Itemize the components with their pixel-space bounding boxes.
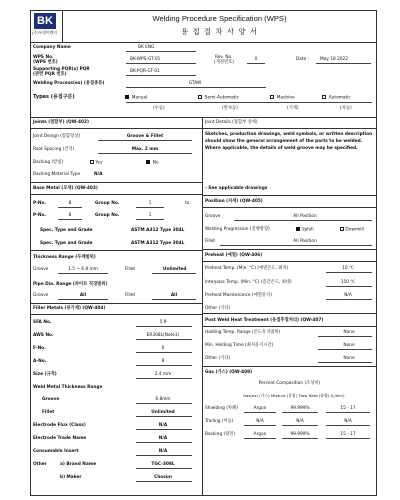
filler-heading: Filler Metals (용가재) (QW-404)	[33, 306, 106, 311]
maker-label: b) Maker	[60, 475, 82, 480]
pqr-value: BK-PQR-GT-01	[130, 69, 160, 74]
joint-details-text: Sketches, production drawings, weld symbols, or written description should show the general arrangement of the parts to be welded. Where applicable, the details of weld groove may be specified.	[205, 132, 373, 152]
rev-number-label-kr: (개정번호)	[214, 60, 234, 65]
progression-label: Welding Progression (진행방향)	[205, 227, 270, 232]
gas-table-subheader: Gas(es) (가스) Mixture (혼합) Flow Rate (유량) (L/min)	[243, 393, 345, 398]
shielding-label: Shielding (차폐)	[205, 406, 238, 411]
position-groove-label: Groove	[205, 214, 221, 219]
position-heading: Position (자세) (QW-405)	[205, 199, 263, 204]
base-metal-heading: Base Metal (모재) (QW-403)	[33, 186, 98, 191]
pqr-label-kr: (관련 PQR 번호)	[33, 72, 67, 77]
wps-number-label: WPS No.	[33, 55, 54, 60]
joints-heading: Joints (접합부) (QW-402)	[33, 120, 89, 125]
progression-downhill[interactable]: Downhill	[340, 227, 364, 233]
spec-value-1: ASTM A312 Type 304L	[131, 228, 185, 233]
backing-gas: Argon	[253, 432, 267, 437]
ano-label: A-No.	[33, 359, 47, 364]
fillet-thickness-label: Fillet	[125, 267, 136, 272]
pipe-groove-label: Groove	[33, 293, 49, 298]
preheat-min-value: 10 ℃	[342, 266, 354, 271]
backing-no[interactable]: No	[146, 160, 159, 166]
wm-fillet-label: Fillet	[42, 410, 55, 415]
pipe-groove-value: All	[79, 293, 87, 298]
welding-process-value: GTAW	[188, 81, 202, 86]
pno-label-1: P-No.	[33, 201, 47, 206]
trailing-flow: N/A	[344, 419, 352, 424]
pno-label-2: P-No.	[33, 213, 47, 218]
document-title-korean: 용 접 절 차 사 양 서	[180, 27, 259, 36]
document-title: Welding Procedure Specification (WPS)	[152, 14, 287, 23]
type-machine[interactable]: Machine	[270, 95, 295, 101]
shielding-mix: 99.999%	[290, 406, 310, 411]
date-label: Date :	[296, 57, 310, 62]
wm-groove-value: 6.8mm	[155, 397, 171, 402]
shielding-gas: Argon	[253, 406, 267, 411]
group-label-2: Group No.	[95, 213, 120, 218]
group-value-2: 1	[148, 213, 152, 218]
trailing-label: Trailing (이동)	[205, 419, 234, 424]
rev-number-value: 0	[254, 57, 258, 62]
backing-flow: 15 - 17	[340, 432, 356, 437]
preheat-min-label: Preheat Temp. (Min. °C) (예열온도, 최저)	[205, 266, 289, 271]
position-fillet-value: All Position	[293, 239, 317, 244]
pwht-range-label: Holding Temp. Range (온도유지범위)	[205, 330, 281, 335]
spec-label-2: Spec. Type and Grade	[40, 241, 93, 246]
pwht-other-value: None	[343, 356, 355, 361]
backing-mix: 99.999%	[290, 432, 310, 437]
backing-material-value: N/A	[94, 172, 103, 177]
date-value: May 18 2022	[320, 57, 349, 62]
to-label: to	[185, 201, 190, 206]
pipe-fillet-label: Fillet	[125, 293, 136, 298]
other-label: Other	[33, 462, 47, 467]
company-name-label: Company Name	[33, 45, 71, 50]
thickness-range-heading: Thickness Range (두께범위)	[33, 255, 96, 260]
fno-value: 6	[161, 346, 165, 351]
root-spacing-value: Max. 2 mm	[131, 147, 159, 152]
type-machine-kr: (기계)	[287, 106, 299, 111]
welding-process-label: Welding Process(es) (용접종류)	[33, 81, 105, 86]
position-fillet-label: Fillet	[205, 239, 216, 244]
pipe-fillet-value: All	[170, 293, 178, 298]
pno-value-2: 8	[68, 213, 72, 218]
wps-number-label-kr: (WPS 번호)	[33, 60, 58, 65]
electrode-trade-value: N/A	[158, 436, 168, 441]
checkbox-empty-icon	[270, 95, 274, 99]
electrode-trade-label: Electrode Trade Name	[33, 436, 87, 441]
group-label-1: Group No.	[95, 201, 120, 206]
preheat-heading: Preheat (예열) (QW-406)	[205, 253, 263, 258]
brand-name-value: TGC-308L	[151, 462, 175, 467]
trailing-mix: N/A	[296, 419, 304, 424]
group-value-1: 1	[148, 201, 152, 206]
company-logo: BK	[34, 13, 56, 29]
backing-label: Backing (받침)	[33, 160, 64, 165]
preheat-maintenance-value: N/A	[344, 293, 352, 298]
gas-heading: Gas (가스) (QW-408)	[205, 370, 253, 375]
consumable-insert-value: N/A	[158, 449, 168, 454]
aws-value: ER308L(Note1)	[146, 333, 180, 338]
checkbox-empty-icon	[198, 95, 202, 99]
electrode-flux-value: N/A	[158, 423, 168, 428]
groove-thickness-value: 1.5 ~ 6.8 mm	[68, 267, 98, 272]
types-label: Types (용접구분)	[33, 94, 75, 100]
sfa-label: SFA No.	[33, 320, 52, 325]
interpass-value: 150 ℃	[340, 280, 356, 285]
groove-thickness-label: Groove	[33, 267, 49, 272]
type-automatic-kr: (자동)	[340, 106, 352, 111]
pwht-time-label: Min. Holding Time (최저유지시간)	[205, 343, 274, 348]
checkbox-checked-icon	[125, 95, 129, 99]
pwht-time-value: None	[343, 343, 355, 348]
pno-value-1: 8	[68, 201, 72, 206]
type-automatic[interactable]: Automatic	[322, 95, 351, 101]
trailing-gas: N/A	[256, 419, 264, 424]
pwht-heading: Post Weld Heat Treatment (용접후열처리) (QW-407)	[205, 318, 324, 323]
sfa-value: 5.9	[159, 320, 167, 325]
pipe-dia-heading: Pipe Dia. Range (파이프 직경범위)	[33, 282, 108, 287]
backing-gas-label: Backing (뒷면)	[205, 432, 236, 437]
joint-details-heading: Joint Details (접합부 상세)	[205, 120, 258, 125]
backing-material-label: Backing Material Type	[33, 172, 81, 177]
checkbox-checked-icon	[146, 160, 150, 164]
size-value: 2.4 mm	[154, 372, 172, 377]
percent-composition-heading: Percent Composition (조성비)	[258, 381, 321, 386]
position-groove-value: All Position	[293, 214, 317, 219]
weld-metal-thickness-heading: Weld Metal Thickness Range	[33, 385, 103, 390]
ano-value: 8	[161, 359, 165, 364]
aws-label: AWS No.	[33, 333, 54, 338]
company-subtitle: (주)부경이엔지	[32, 30, 57, 35]
fillet-thickness-value: Unlimited	[163, 267, 187, 272]
pwht-other-label: Other (기타)	[205, 356, 231, 361]
pwht-range-value: None	[343, 330, 355, 335]
brand-name-label: a) Brand Name	[60, 462, 97, 467]
pqr-label: Supporting PQR(s) PQR	[33, 67, 90, 72]
checkbox-empty-icon	[322, 95, 326, 99]
type-manual-kr: (수동)	[153, 106, 165, 111]
joint-design-label: Joint Design (접합형상)	[33, 134, 81, 139]
size-label: Size (규격)	[33, 372, 57, 377]
backing-yes[interactable]: Yes	[90, 160, 102, 166]
see-drawings-note: - See applicable drawings	[205, 186, 268, 191]
spec-value-2: ASTM A312 Type 304L	[131, 241, 185, 246]
rev-number-label: Rev. No.	[215, 55, 233, 60]
shielding-flow: 15 - 17	[340, 406, 356, 411]
type-semi-automatic-kr: (반자동)	[222, 106, 238, 111]
wm-groove-label: Groove	[42, 397, 60, 402]
type-manual[interactable]: Manual	[125, 95, 147, 101]
spec-label-1: Spec. Type and Grade	[40, 228, 93, 233]
electrode-flux-label: Electrode Flux (Class)	[33, 423, 86, 428]
checkbox-checked-icon	[296, 227, 300, 231]
preheat-other-label: Other (기타)	[205, 306, 231, 311]
company-name-value: BK ENG	[138, 45, 155, 50]
interpass-label: Interpass Temp. (Min. °C) (층간온도, 최대)	[205, 280, 292, 285]
wps-number-value: BK-WPS-GT-01	[130, 57, 161, 62]
wm-fillet-value: Unlimited	[151, 410, 175, 415]
checkbox-empty-icon	[90, 160, 94, 164]
type-semi-automatic[interactable]: Semi-Automatic	[198, 95, 239, 101]
preheat-maintenance-label: Preheat Maintenance (예열유지)	[205, 293, 272, 298]
consumable-insert-label: Consumable Insert	[33, 449, 79, 454]
maker-value: Chosun	[154, 475, 172, 480]
joint-design-value: Groove & Fillet	[126, 134, 164, 139]
fno-label: F-No.	[33, 346, 46, 351]
root-spacing-label: Root Spacing (간격)	[33, 147, 75, 152]
checkbox-empty-icon	[340, 227, 344, 231]
progression-uphill[interactable]: Uphill	[296, 227, 314, 233]
